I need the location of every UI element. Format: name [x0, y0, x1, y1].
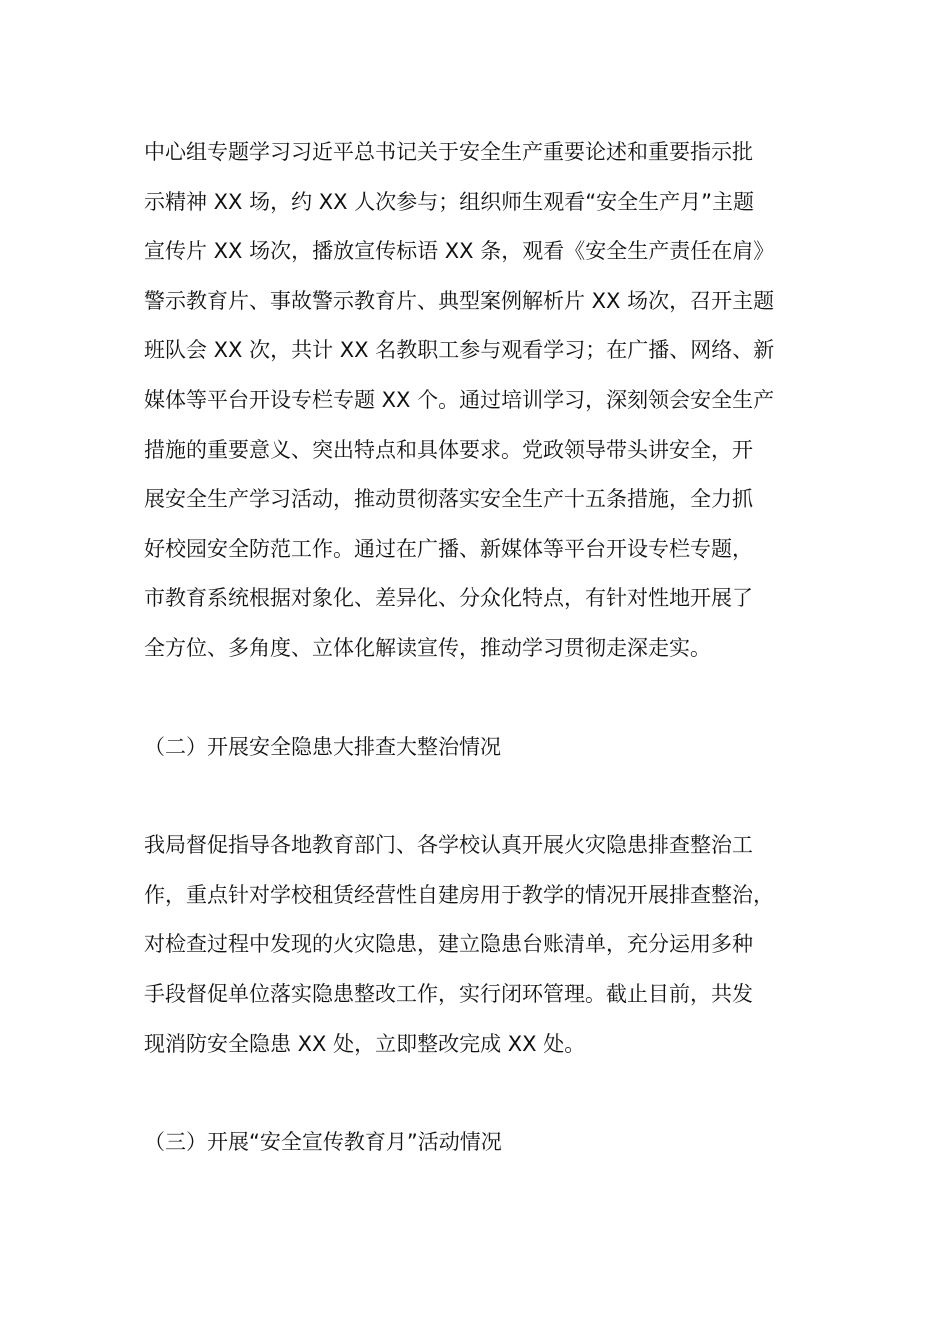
text-line: 现消防安全隐患 XX 处，立即整改完成 XX 处。: [144, 1031, 586, 1056]
text-line: 全方位、多角度、立体化解读宣传，推动学习贯彻走深走实。: [144, 635, 711, 660]
text-line: 对检查过程中发现的火灾隐患，建立隐患台账清单，充分运用多种: [144, 932, 753, 957]
paragraph-2: [144, 821, 834, 1069]
text-line: 作，重点针对学校租赁经营性自建房用于教学的情况开展排查整治，: [144, 882, 774, 907]
paragraph-spacer: [144, 1069, 834, 1118]
paragraph-1: [144, 128, 834, 674]
text-line: 宣传片 XX 场次，播放宣传标语 XX 条，观看《安全生产责任在肩》: [144, 239, 775, 264]
text-line: 我局督促指导各地教育部门、各学校认真开展火灾隐患排查整治工: [144, 833, 753, 858]
text-line: 手段督促单位落实隐患整改工作，实行闭环管理。截止目前，共发: [144, 981, 753, 1006]
text-line: 市教育系统根据对象化、差异化、分众化特点，有针对性地开展了: [144, 586, 753, 611]
document-body: [144, 128, 834, 1168]
text-line: 警示教育片、事故警示教育片、典型案例解析片 XX 场次，召开主题: [144, 288, 775, 313]
text-line: 中心组专题学习习近平总书记关于安全生产重要论述和重要指示批: [144, 140, 753, 164]
paragraph-spacer: [144, 772, 834, 821]
text-line: 展安全生产学习活动，推动贯彻落实安全生产十五条措施，全力抓: [144, 487, 753, 512]
paragraph-spacer: [144, 674, 834, 723]
section-heading-2: （二）开展安全隐患大排查大整治情况: [144, 734, 501, 759]
text-line: 措施的重要意义、突出特点和具体要求。党政领导带头讲安全，开: [144, 437, 753, 462]
section-heading-3: （三）开展“安全宣传教育月”活动情况: [144, 1130, 502, 1155]
text-line: 班队会 XX 次，共计 XX 名教职工参与观看学习；在广播、网络、新: [144, 338, 775, 363]
text-line: 媒体等平台开设专栏专题 XX 个。通过培训学习，深刻领会安全生产: [144, 387, 775, 412]
text-line: 好校园安全防范工作。通过在广播、新媒体等平台开设专栏专题，: [144, 536, 753, 561]
text-line: 示精神 XX 场，约 XX 人次参与；组织师生观看“安全生产月”主题: [144, 189, 755, 214]
